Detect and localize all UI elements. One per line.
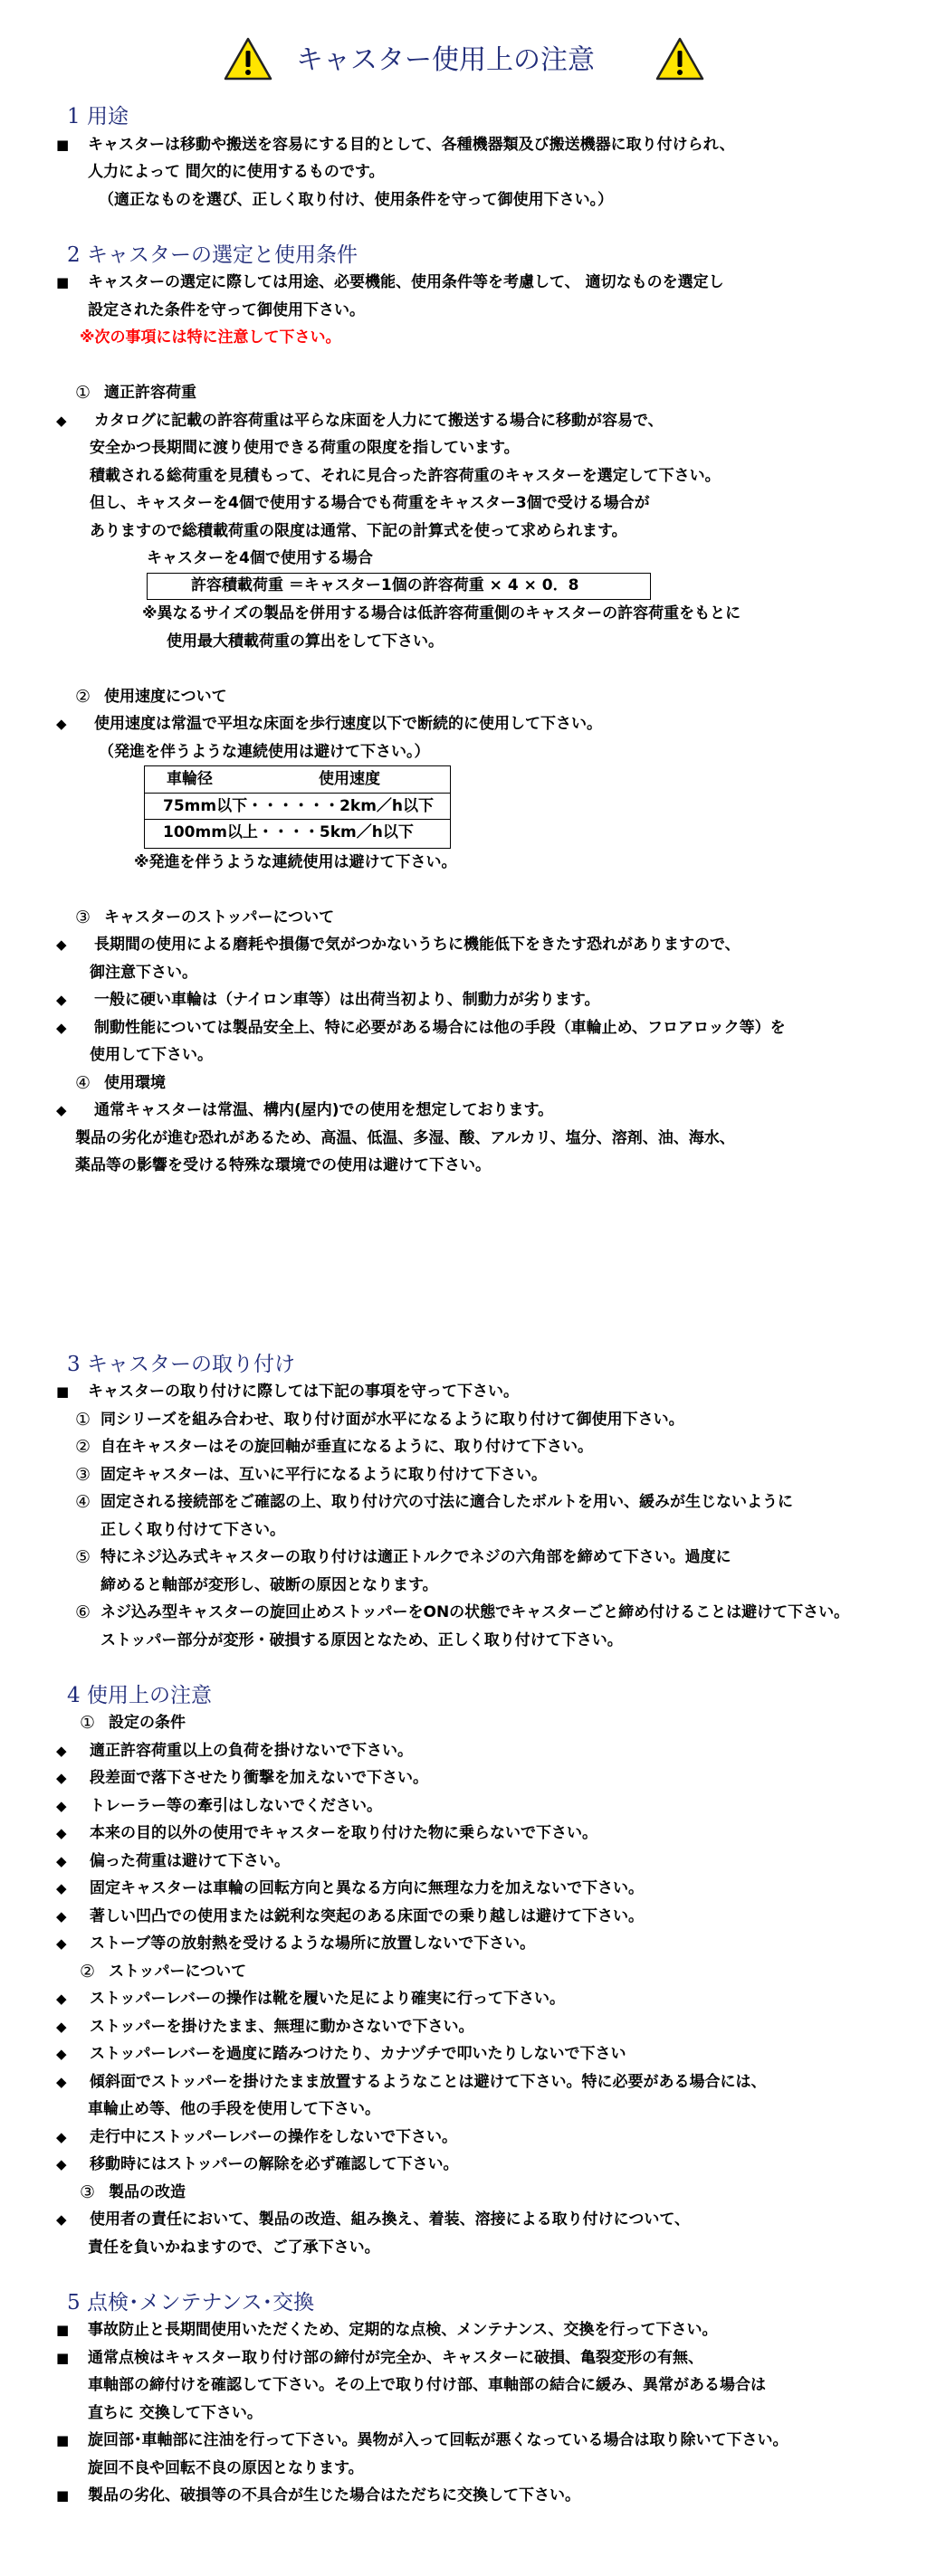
subsection-title: ストッパーについて — [109, 1962, 247, 1981]
text-line: ストッパー部分が変形・破損する原因となため、正しく取り付けて下さい。 — [100, 1630, 623, 1649]
text-line: 旋回不良や回転不良の原因となります。 — [88, 2458, 364, 2477]
text-line: 自在キャスターはその旋回軸が垂直になるように、取り付けて下さい。 — [100, 1438, 593, 1456]
text-line: 著しい凹凸での使用または鋭利な突起のある床面での乗り越しは避けて下さい。 — [90, 1906, 644, 1925]
warning-triangle-icon — [655, 36, 705, 81]
square-bullet: ■ — [56, 2322, 70, 2338]
text-line: 正しく取り付けて下さい。 — [100, 1520, 285, 1539]
item-marker: ⑥ — [75, 1602, 91, 1622]
subsection-title: 設定の条件 — [109, 1714, 186, 1732]
text-line: ネジ込み型キャスターの旋回止めストッパーをONの状態でキャスターごと締め付けることは避けて下さい。 — [100, 1603, 850, 1621]
speed-table — [144, 765, 451, 849]
warning-triangle-icon — [223, 36, 273, 81]
diamond-bullet: ◆ — [56, 1102, 67, 1118]
diamond-bullet: ◆ — [56, 1797, 67, 1814]
subsection-title: 使用環境 — [104, 1073, 166, 1092]
text-line: 制動性能については製品安全上、特に必要がある場合には他の手段（車輪止め、フロアロック等）を — [94, 1018, 786, 1037]
section-mounting — [0, 1351, 927, 1655]
section-heading: 5 点検･メンテナンス･交換 — [67, 2290, 315, 2315]
square-bullet: ■ — [56, 2487, 70, 2504]
text-line: 直ちに 交換して下さい。 — [88, 2403, 263, 2422]
text-line: 使用速度は常温で平坦な床面を歩行速度以下で断続的に使用して下さい。 — [94, 715, 602, 733]
table-row — [145, 794, 450, 821]
text-line: 固定キャスターは車輪の回転方向と異なる方向に無理な力を加えないで下さい。 — [90, 1879, 644, 1897]
text-line: 適正許容荷重以上の負荷を掛けないで下さい。 — [90, 1741, 413, 1760]
text-line: 傾斜面でストッパーを掛けたまま放置するようなことは避けて下さい。特に必要がある場合には、 — [90, 2072, 767, 2091]
item-marker: ③ — [75, 907, 91, 927]
section-heading: 4 使用上の注意 — [67, 1683, 212, 1707]
table-header-row — [145, 766, 450, 794]
item-marker: ① — [80, 1713, 96, 1733]
text-line: 長期間の使用による磨耗や損傷で気がつかないうちに機能低下をきたす恐れがありますので、 — [94, 936, 741, 954]
table-cell: 75mm以下・・・・・・2km／h以下 — [163, 796, 435, 815]
document-body — [0, 103, 927, 2510]
text-line: 固定キャスターは、互いに平行になるように取り付けて下さい。 — [100, 1465, 547, 1484]
note-line: ※異なるサイズの製品を併用する場合は低許容荷重側のキャスターの許容荷重をもとに — [142, 604, 741, 623]
diamond-bullet: ◆ — [56, 1019, 67, 1036]
text-line: 一般に硬い車輪は（ナイロン車等）は出荷当初より、制動力が劣ります。 — [94, 991, 600, 1009]
subsection-title: キャスターのストッパーについて — [104, 908, 335, 927]
text-line: 偏った荷重は避けて下さい。 — [90, 1851, 290, 1870]
subsection-title: 製品の改造 — [109, 2182, 186, 2201]
text-line: 車輪止め等、他の手段を使用して下さい。 — [88, 2100, 380, 2118]
case-label: キャスターを4個で使用する場合 — [147, 549, 373, 567]
square-bullet: ■ — [56, 2349, 70, 2366]
notice-text: ※次の事項には特に注意して下さい。 — [80, 328, 341, 347]
diamond-bullet: ◆ — [56, 1935, 67, 1952]
text-line: キャスターの取り付けに際しては下記の事項を守って下さい。 — [88, 1383, 519, 1401]
square-bullet: ■ — [56, 2432, 70, 2448]
diamond-bullet: ◆ — [56, 2211, 67, 2228]
diamond-bullet: ◆ — [56, 2046, 67, 2062]
item-marker: ② — [80, 1961, 96, 1982]
item-marker: ③ — [75, 1464, 91, 1485]
text-line: 積載される総荷重を見積もって、それに見合った許容荷重のキャスターを選定して下さい。 — [90, 466, 721, 485]
text-line: 設定された条件を守って御使用下さい。 — [88, 300, 365, 319]
diamond-bullet: ◆ — [56, 2018, 67, 2035]
diamond-bullet: ◆ — [56, 1742, 67, 1759]
page-title: キャスター使用上の注意 — [296, 44, 595, 76]
diamond-bullet: ◆ — [56, 2128, 67, 2145]
section-heading: 3 キャスターの取り付け — [67, 1352, 295, 1376]
item-marker: ① — [75, 1409, 91, 1430]
text-line: トレーラー等の牽引はしないでください。 — [90, 1796, 382, 1815]
note-line: ※発進を伴うような連続使用は避けて下さい。 — [134, 852, 457, 871]
diamond-bullet: ◆ — [56, 936, 67, 953]
text-line: 事故防止と長期間使用いただくため、定期的な点検、メンテナンス、交換を行って下さい。 — [88, 2321, 718, 2339]
table-header-cell: 使用速度 — [319, 770, 380, 788]
text-line: 車軸部の締付けを確認して下さい。その上で取り付け部、車軸部の結合に緩み、異常がある場合は — [88, 2376, 767, 2394]
text-line: 締めると軸部が変形し、破断の原因となります。 — [100, 1575, 438, 1594]
section-usage — [0, 103, 927, 214]
text-line: 安全かつ長期間に渡り使用できる荷重の限度を指しています。 — [90, 439, 520, 457]
text-line: 御注意下さい。 — [90, 963, 197, 982]
text-line: ストーブ等の放射熱を受けるような場所に放置しないで下さい。 — [90, 1934, 536, 1953]
text-line: 使用して下さい。 — [90, 1046, 213, 1064]
section-heading: 1 用途 — [67, 105, 129, 128]
section-maintenance — [0, 2289, 927, 2510]
text-line: ありますので総積載荷重の限度は通常、下記の計算式を使って求められます。 — [90, 521, 627, 540]
text-line: 段差面で落下させたり衝撃を加えないで下さい。 — [90, 1769, 428, 1787]
diamond-bullet: ◆ — [56, 1880, 67, 1896]
table-row — [145, 820, 450, 847]
diamond-bullet: ◆ — [56, 1852, 67, 1869]
diamond-bullet: ◆ — [56, 716, 67, 732]
text-line: 人力によって 間欠的に使用するものです。 — [88, 163, 385, 181]
item-marker: ④ — [75, 1072, 91, 1093]
formula-box: 許容積載荷重 ＝キャスター1個の許容荷重 × 4 × 0．8 — [147, 573, 651, 601]
text-line: 責任を負いかねますので、ご了承下さい。 — [88, 2238, 380, 2257]
text-line: 薬品等の影響を受ける特殊な環境での使用は避けて下さい。 — [75, 1156, 491, 1174]
text-line: キャスターは移動や搬送を容易にする目的として、各種機器類及び搬送機器に取り付けられ、 — [88, 135, 735, 154]
subsection-title: 使用速度について — [104, 687, 227, 706]
text-line: 但し、キャスターを4個で使用する場合でも荷重をキャスター3個で受ける場合が — [90, 494, 650, 512]
section-usage-precautions — [0, 1682, 927, 2262]
text-line: ストッパーレバーの操作は靴を履いた足により確実に行って下さい。 — [90, 1990, 565, 2008]
text-line: 固定される接続部をご確認の上、取り付け穴の寸法に適合したボルトを用い、緩みが生じないように — [100, 1493, 793, 1511]
diamond-bullet: ◆ — [56, 1991, 67, 2007]
diamond-bullet: ◆ — [56, 2073, 67, 2090]
text-line: 特にネジ込み式キャスターの取り付けは適正トルクでネジの六角部を締めて下さい。過度に — [100, 1548, 731, 1566]
text-line: カタログに記載の許容荷重は平らな床面を人力にて搬送する場合に移動が容易で、 — [94, 411, 664, 430]
diamond-bullet: ◆ — [56, 1907, 67, 1925]
item-marker: ② — [75, 686, 91, 707]
section-selection — [0, 242, 927, 1180]
text-line: 移動時にはストッパーの解除を必ず確認して下さい。 — [90, 2155, 459, 2173]
text-line: 本来の目的以外の使用でキャスターを取り付けた物に乗らないで下さい。 — [90, 1824, 597, 1842]
item-marker: ⑤ — [75, 1547, 91, 1567]
square-bullet: ■ — [56, 274, 70, 290]
subsection-title: 適正許容荷重 — [104, 384, 196, 402]
text-line: （適正なものを選び、正しく取り付け、使用条件を守って御使用下さい。） — [99, 190, 614, 209]
text-line: 通常キャスターは常温、構内(屋内)での使用を想定しております。 — [94, 1101, 554, 1119]
item-marker: ③ — [80, 2182, 96, 2202]
table-cell: 100mm以上・・・・5km／h以下 — [163, 823, 414, 841]
item-marker: ④ — [75, 1492, 91, 1512]
text-line: キャスターの選定に際しては用途、必要機能、使用条件等を考慮して、 適切なものを選定し — [88, 273, 724, 291]
text-line: 走行中にストッパーレバーの操作をしないで下さい。 — [90, 2127, 457, 2146]
diamond-bullet: ◆ — [56, 1825, 67, 1841]
text-line: （発進を伴うような連続使用は避けて下さい。） — [99, 742, 430, 761]
text-line: ストッパーを掛けたまま、無理に動かさないで下さい。 — [90, 2017, 474, 2036]
text-line: 製品の劣化が進む恐れがあるため、高温、低温、多湿、酸、アルカリ、塩分、溶剤、油、海水、 — [75, 1128, 735, 1147]
text-line: 通常点検はキャスター取り付け部の締付が完全か、キャスターに破損、亀裂変形の有無、 — [88, 2348, 703, 2367]
text-line: 使用者の責任において、製品の改造、組み換え、着装、溶接による取り付けについて、 — [90, 2210, 690, 2229]
text-line: 同シリーズを組み合わせ、取り付け面が水平になるように取り付けて御使用下さい。 — [100, 1410, 684, 1429]
diamond-bullet: ◆ — [56, 1770, 67, 1786]
section-heading: 2 キャスターの選定と使用条件 — [67, 242, 358, 267]
square-bullet: ■ — [56, 136, 70, 153]
square-bullet: ■ — [56, 1383, 70, 1400]
diamond-bullet: ◆ — [56, 412, 67, 429]
diamond-bullet: ◆ — [56, 2156, 67, 2172]
table-header-cell: 車輪径 — [167, 770, 213, 788]
text-line: ストッパーレバーを過度に踏みつけたり、カナヅチで叩いたりしないで下さい — [90, 2045, 626, 2063]
text-line: 製品の劣化、破損等の不具合が生じた場合はただちに交換して下さい。 — [88, 2486, 580, 2505]
note-line: 使用最大積載荷重の算出をして下さい。 — [167, 632, 444, 651]
diamond-bullet: ◆ — [56, 992, 67, 1008]
text-line: 旋回部･車軸部に注油を行って下さい。異物が入って回転が悪くなっている場合は取り除いて下さい。 — [88, 2431, 788, 2449]
item-marker: ② — [75, 1437, 91, 1457]
item-marker: ① — [75, 383, 91, 403]
speed-table-wrapper — [0, 765, 927, 849]
